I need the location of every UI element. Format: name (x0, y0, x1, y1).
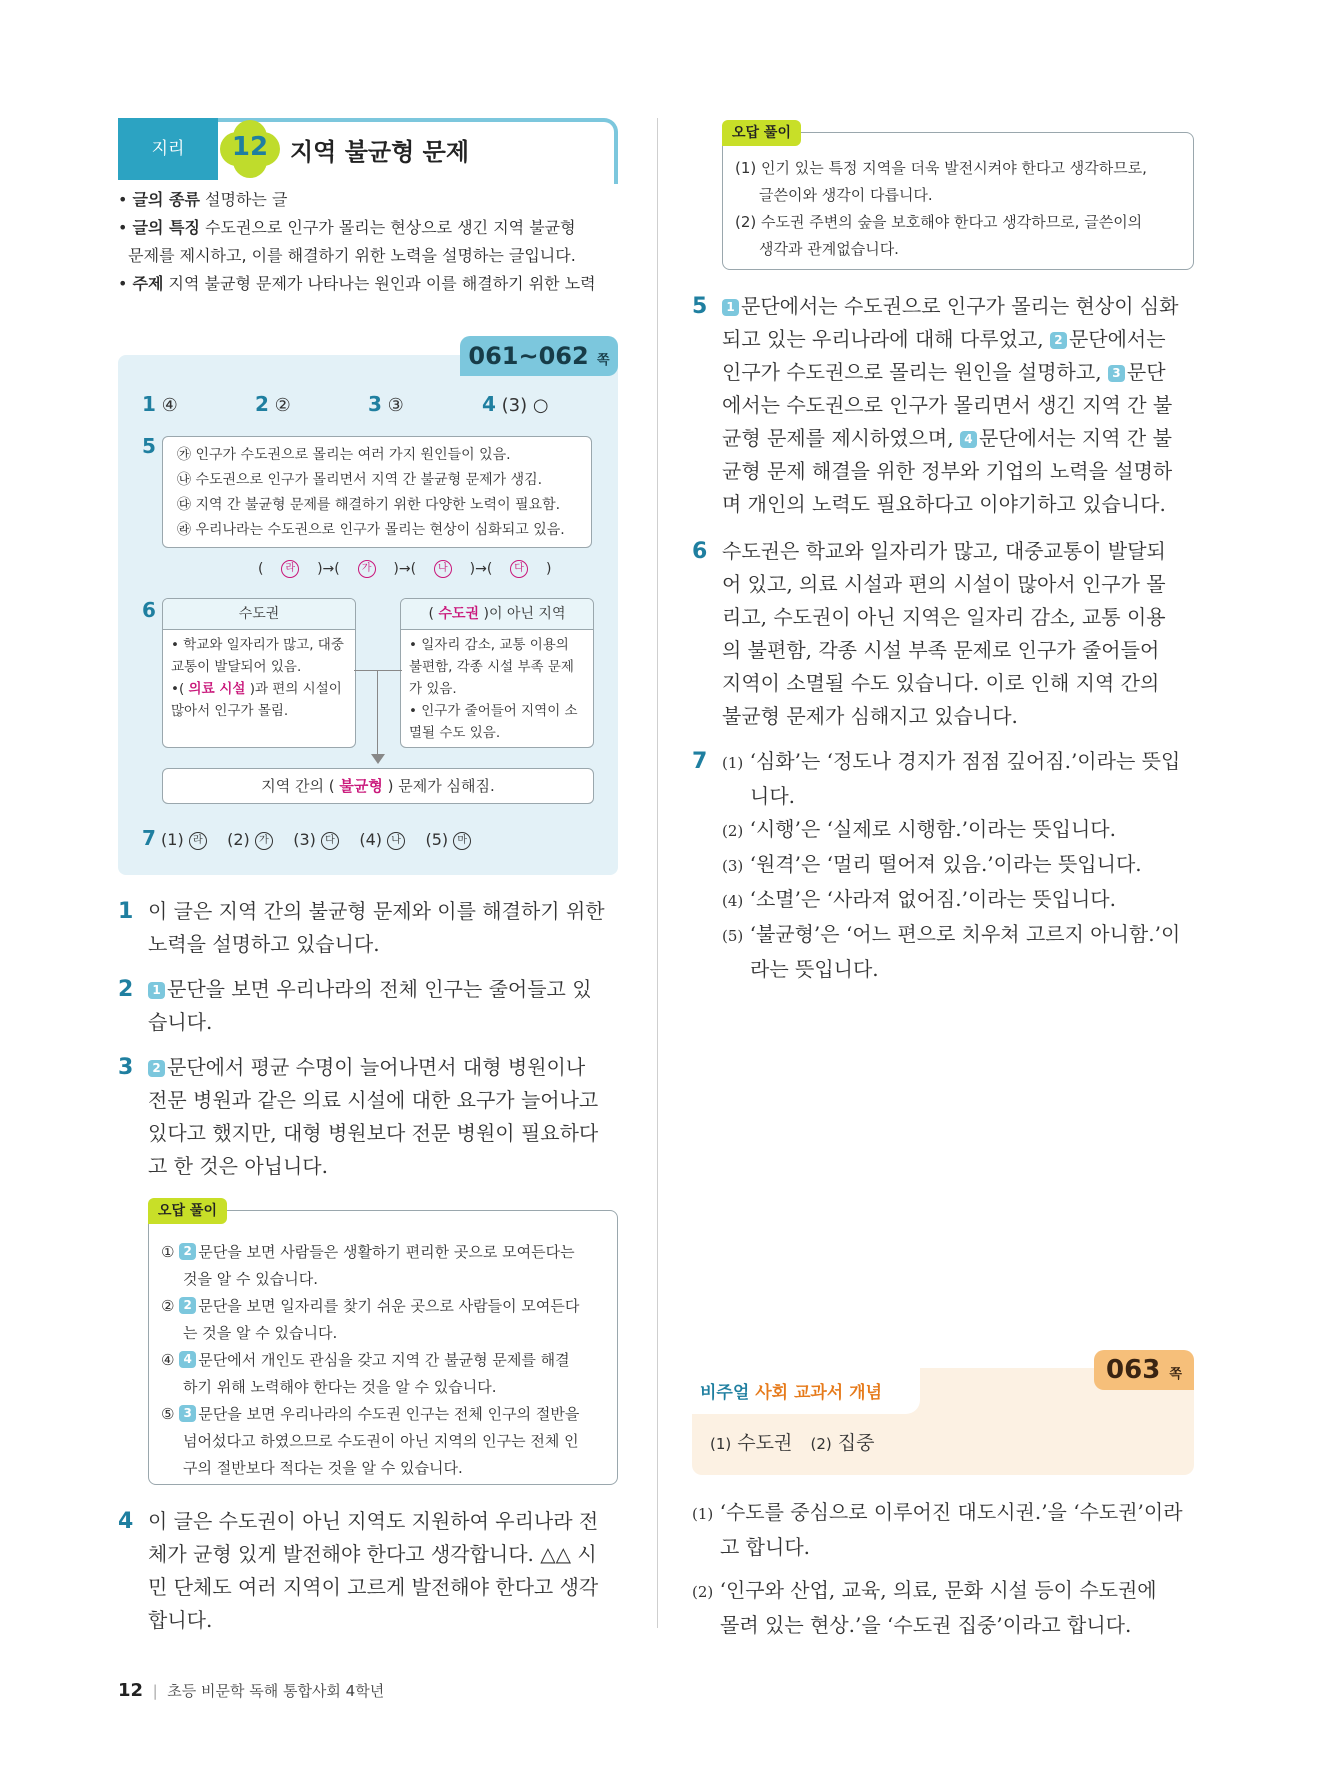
visual-explain (692, 1496, 1194, 1642)
answer-6-bottom-box: 지역 간의 ( 불균형 ) 문제가 심해짐. (162, 768, 594, 804)
answer-6-number: 6 (142, 598, 156, 622)
visual-title: 비주얼 사회 교과서 개념 (700, 1383, 882, 1403)
explain-6: 6 수도권은 학교와 일자리가 많고, 대중교통이 발달되 어 있고, 의료 시설과 편의 시설이 많아서 인구가 몰 리고, 수도권이 아닌 지역은 일자리 감소, 교통 이용 의 불편함, 각종 시설 부족 문제로 인구가 줄어들어 지역이 소멸될 수도 있습니다. 이로 인해 지역 간의 불균형 문제가 심해지고 있습니다. (692, 539, 1166, 728)
answer-3: 3 ③ (368, 392, 404, 416)
subject-label: 지리 (118, 118, 218, 180)
answer-5-box (162, 436, 592, 548)
answer-5-item: ㉰ 지역 간 불균형 문제를 해결하기 위한 다양한 노력이 필요함. (177, 497, 561, 513)
answer-6-left-item: •( 의료 시설 )과 편의 시설이 많아서 인구가 몰림. (171, 681, 342, 719)
lesson-number: 12 (231, 132, 269, 162)
visual-answers: (1) 수도권 (2) 집중 (710, 1432, 875, 1454)
connector-line (377, 670, 378, 756)
answer-5-item: ㉱ 우리나라는 수도권으로 인구가 몰리는 현상이 심화되고 있음. (177, 522, 565, 538)
explain-7-item: (2) ‘시행’은 ‘실제로 시행함.’이라는 뜻입니다. (722, 817, 1116, 841)
answer-4: 4 (3) ○ (482, 392, 549, 416)
answer-5-item: ㉯ 수도권으로 인구가 몰리면서 지역 간 불균형 문제가 생김. (177, 472, 543, 488)
answer-5-order: ( 라 )→( 가 )→( 나 )→( 다 ) (258, 561, 552, 577)
bullet-type: • 글의 종류 설명하는 글 (118, 190, 288, 209)
wrong-answer-box (148, 1210, 618, 1485)
answer-2: 2 ② (255, 392, 291, 416)
visual-explain-item: (1) ‘수도를 중심으로 이루어진 대도시권.’을 ‘수도권’이라 고 합니다. (692, 1500, 1183, 1559)
connector-line (354, 670, 378, 671)
wrong-answer-tag-4: 오답 풀이 (722, 120, 801, 146)
answer-7: 7 (1) 라 (2) 가 (3) 다 (4) 나 (5) 마 (142, 826, 471, 850)
answer-1: 1 ④ (142, 392, 178, 416)
explain-7: 7 (1) ‘심화’는 ‘정도나 경지가 점점 깊어짐.’이라는 뜻입 니다. (2) ‘시행’은 ‘실제로 시행함.’이라는 뜻입니다. (3) ‘원격’은 ‘멀리 떨어져 있음.’이라는 뜻입니다. (4) ‘소멸’은 ‘사라져 없어짐.’이라는 뜻입니다. (5) ‘불균형’은 ‘어느 편으로 치우쳐 고르지 아니함.’이 라는 뜻입니다. (722, 745, 1194, 986)
wrong-item: ⑤ 3 문단을 보면 우리나라의 수도권 인구는 전체 인구의 절반을 넘어섰다고 하였으므로 수도권이 아닌 지역의 인구는 전체 인 구의 절반보다 적다는 것을 알 수 있습니다. (161, 1405, 580, 1477)
explain-7-item: (1) ‘심화’는 ‘정도나 경지가 점점 깊어짐.’이라는 뜻입 니다. (722, 749, 1181, 808)
visual-page-badge: 063 쪽 (1094, 1350, 1194, 1390)
explain-5: 5 1 문단에서는 수도권으로 인구가 몰리는 현상이 심화 되고 있는 우리나라에 대해 다루었고, 2 문단에서는 인구가 수도권으로 몰리는 원인을 설명하고, 3 문단 에서는 수도권으로 인구가 몰리면서 생긴 지역 간 불 균형 문제를 제시하였으며, 4 문단에서는 지역 간 불 균형 문제 해결을 위한 정부와 기업의 노력을 설명하 며 개인의 노력도 필요하다고 이야기하고 있습니다. (692, 294, 1179, 516)
wrong-item: (2) 수도권 주변의 숲을 보호해야 한다고 생각하므로, 글쓴이의 생각과 관계없습니다. (735, 213, 1143, 258)
answer-6-right-box (400, 598, 594, 748)
answer-6-right-title: ( 수도권 )이 아닌 지역 (401, 599, 593, 630)
arrow-down-icon (371, 754, 385, 764)
explain-7-item: (3) ‘원격’은 ‘멀리 떨어져 있음.’이라는 뜻입니다. (722, 852, 1142, 876)
footer: 12 | 초등 비문학 독해 통합사회 4학년 (118, 1680, 385, 1701)
answer-6-left-title: 수도권 (163, 599, 355, 630)
explain-7-item: (5) ‘불균형’은 ‘어느 편으로 치우쳐 고르지 아니함.’이 라는 뜻입니다. (722, 922, 1181, 981)
lesson-title: 지역 불균형 문제 (290, 138, 469, 166)
answer-6-left-item: • 학교와 일자리가 많고, 대중교통이 발달되어 있음. (171, 637, 344, 675)
wrong-answer-box-4 (722, 132, 1194, 270)
bullet-theme: • 주제 지역 불균형 문제가 나타나는 원인과 이를 해결하기 위한 노력 (118, 274, 596, 293)
explain-7-item: (4) ‘소멸’은 ‘사라져 없어짐.’이라는 뜻입니다. (722, 887, 1116, 911)
answer-page-badge: 061~062 쪽 (460, 336, 618, 376)
answer-6-right-item: • 인구가 줄어들어 지역이 소멸될 수도 있음. (409, 703, 578, 741)
answer-5-item: ㉮ 인구가 수도권으로 몰리는 여러 가지 원인들이 있음. (177, 447, 511, 463)
wrong-item: ④ 4 문단에서 개인도 관심을 갖고 지역 간 불균형 문제를 해결 하기 위해 노력해야 한다는 것을 알 수 있습니다. (161, 1351, 570, 1396)
answer-6-left-box (162, 598, 356, 748)
wrong-item: (1) 인기 있는 특정 지역을 더욱 발전시켜야 한다고 생각하므로, 글쓴이와 생각이 다릅니다. (735, 159, 1147, 204)
wrong-item: ① 2 문단을 보면 사람들은 생활하기 편리한 곳으로 모여든다는 것을 알 수 있습니다. (161, 1243, 575, 1288)
connector-line (378, 670, 402, 671)
explain-4: 4 이 글은 수도권이 아닌 지역도 지원하여 우리나라 전 체가 균형 있게 발전해야 한다고 생각합니다. △△ 시 민 단체도 여러 지역이 고르게 발전해야 한다고 생각 합니다. (118, 1509, 599, 1632)
bullet-feature: • 글의 특징 수도권으로 인구가 몰리는 현상으로 생긴 지역 불균형 문제를 제시하고, 이를 해결하기 위한 노력을 설명하는 글입니다. (118, 218, 576, 265)
explain-3: 3 2 문단에서 평균 수명이 늘어나면서 대형 병원이나 전문 병원과 같은 의료 시설에 대한 요구가 늘어나고 있다고 했지만, 대형 병원보다 전문 병원이 필요하다 고 한 것은 아닙니다. (118, 1055, 599, 1178)
explain-2: 2 1 문단을 보면 우리나라의 전체 인구는 줄어들고 있 습니다. (118, 977, 592, 1034)
answer-6-right-item: • 일자리 감소, 교통 이용의 불편함, 각종 시설 부족 문제가 있음. (409, 637, 574, 697)
explain-1: 1 이 글은 지역 간의 불균형 문제와 이를 해결하기 위한 노력을 설명하고 있습니다. (118, 899, 605, 956)
wrong-item: ② 2 문단을 보면 일자리를 찾기 쉬운 곳으로 사람들이 모여든다 는 것을 알 수 있습니다. (161, 1297, 580, 1342)
answer-5-number: 5 (142, 434, 156, 458)
lesson-header (118, 118, 618, 180)
visual-explain-item: (2) ‘인구와 산업, 교육, 의료, 문화 시설 등이 수도권에 몰려 있는 현상.’을 ‘수도권 집중’이라고 합니다. (692, 1578, 1157, 1637)
wrong-answer-tag: 오답 풀이 (148, 1198, 227, 1224)
column-divider (657, 118, 658, 1628)
